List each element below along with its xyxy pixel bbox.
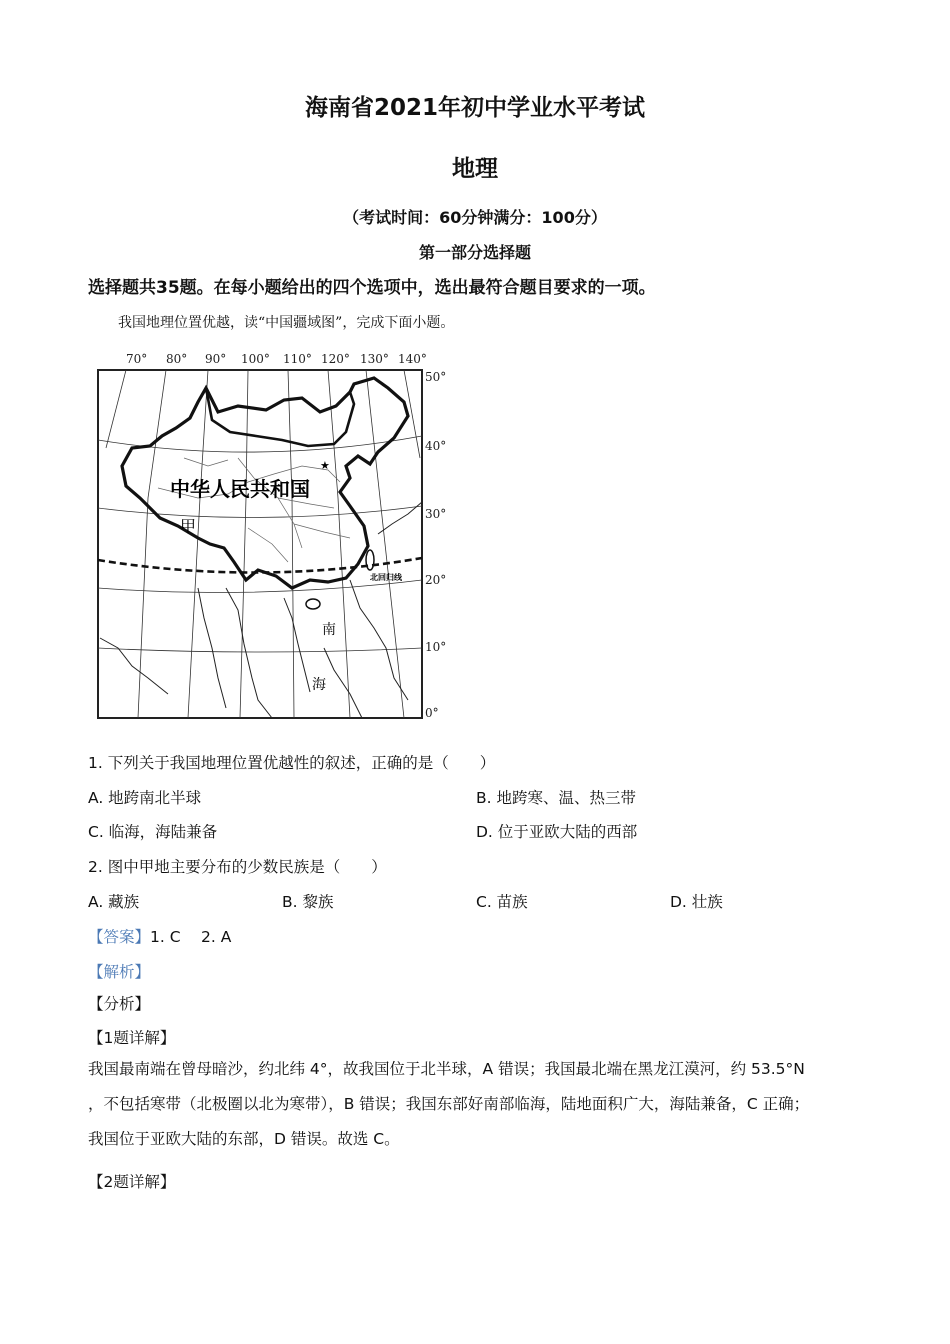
lon-label: 120° — [321, 352, 350, 366]
page-title: 海南省2021年初中学业水平考试 — [304, 95, 645, 121]
lat-label: 10° — [425, 640, 447, 654]
lat-label: 20° — [425, 573, 447, 587]
detail-1-line-3: 我国位于亚欧大陆的东部，D 错误。故选 C。 — [88, 1130, 400, 1148]
jia-label: 甲 — [180, 517, 197, 536]
question-1-option-b: B. 地跨寒、温、热三带 — [476, 789, 636, 807]
answer-line — [88, 925, 231, 947]
question-1-option-a: A. 地跨南北半球 — [88, 789, 202, 807]
question-2-option-b: B. 黎族 — [282, 893, 334, 911]
lat-label: 40° — [425, 439, 447, 453]
question-1-option-d: D. 位于亚欧大陆的西部 — [476, 823, 638, 841]
question-2-stem: 2. 图中甲地主要分布的少数民族是（ ） — [88, 858, 387, 876]
lon-label: 140° — [398, 352, 427, 366]
lon-label: 90° — [205, 352, 227, 366]
lat-label: 30° — [425, 507, 447, 521]
detail-1-body — [88, 1052, 888, 1157]
lon-label: 80° — [166, 352, 188, 366]
map-frame — [98, 370, 422, 718]
subject-title: 地理 — [452, 156, 498, 182]
south-sea-label-1: 南 — [322, 622, 336, 638]
lon-label: 100° — [241, 352, 270, 366]
detail-2-tag: 【2题详解】 — [88, 1173, 176, 1191]
china-territory-map — [88, 348, 458, 723]
lon-label: 70° — [126, 352, 148, 366]
exam-info: （考试时间：60分钟满分：100分） — [343, 208, 607, 227]
question-2-option-a: A. 藏族 — [88, 893, 140, 911]
country-label: 中华人民共和国 — [170, 477, 310, 501]
lat-label: 50° — [425, 370, 447, 384]
answer-text: 1. C 2. A — [150, 928, 232, 946]
question-1-stem: 1. 下列关于我国地理位置优越性的叙述，正确的是（ ） — [88, 754, 496, 772]
lat-label: 0° — [425, 706, 439, 720]
lon-label: 130° — [360, 352, 389, 366]
instruction-text: 选择题共35题。在每小题给出的四个选项中，选出最符合题目要求的一项。 — [88, 278, 656, 298]
question-1-option-c: C. 临海，海陆兼备 — [88, 823, 218, 841]
tropic-label: 北回归线 — [370, 572, 402, 582]
fenxi-tag: 【分析】 — [88, 995, 151, 1013]
part-heading: 第一部分选择题 — [418, 243, 531, 262]
detail-1-line-1: 我国最南端在曾母暗沙，约北纬 4°，故我国位于北半球，A 错误；我国最北端在黑龙江漠河，约 53.5°N — [88, 1060, 805, 1078]
lon-label: 110° — [283, 352, 312, 366]
question-2-option-c: C. 苗族 — [476, 893, 528, 911]
answer-tag: 【答案】 — [88, 928, 151, 946]
question-2-option-d: D. 壮族 — [670, 893, 723, 911]
intro-text: 我国地理位置优越，读“中国疆域图”，完成下面小题。 — [118, 315, 455, 331]
analysis-tag: 【解析】 — [88, 963, 151, 981]
detail-1-line-2: ，不包括寒带（北极圈以北为寒带），B 错误；我国东部好南部临海，陆地面积广大，海陆兼备，C 正确； — [88, 1095, 810, 1113]
south-sea-label-2: 海 — [312, 677, 326, 693]
capital-star-icon: ★ — [320, 459, 330, 472]
detail-1-tag: 【1题详解】 — [88, 1029, 176, 1047]
